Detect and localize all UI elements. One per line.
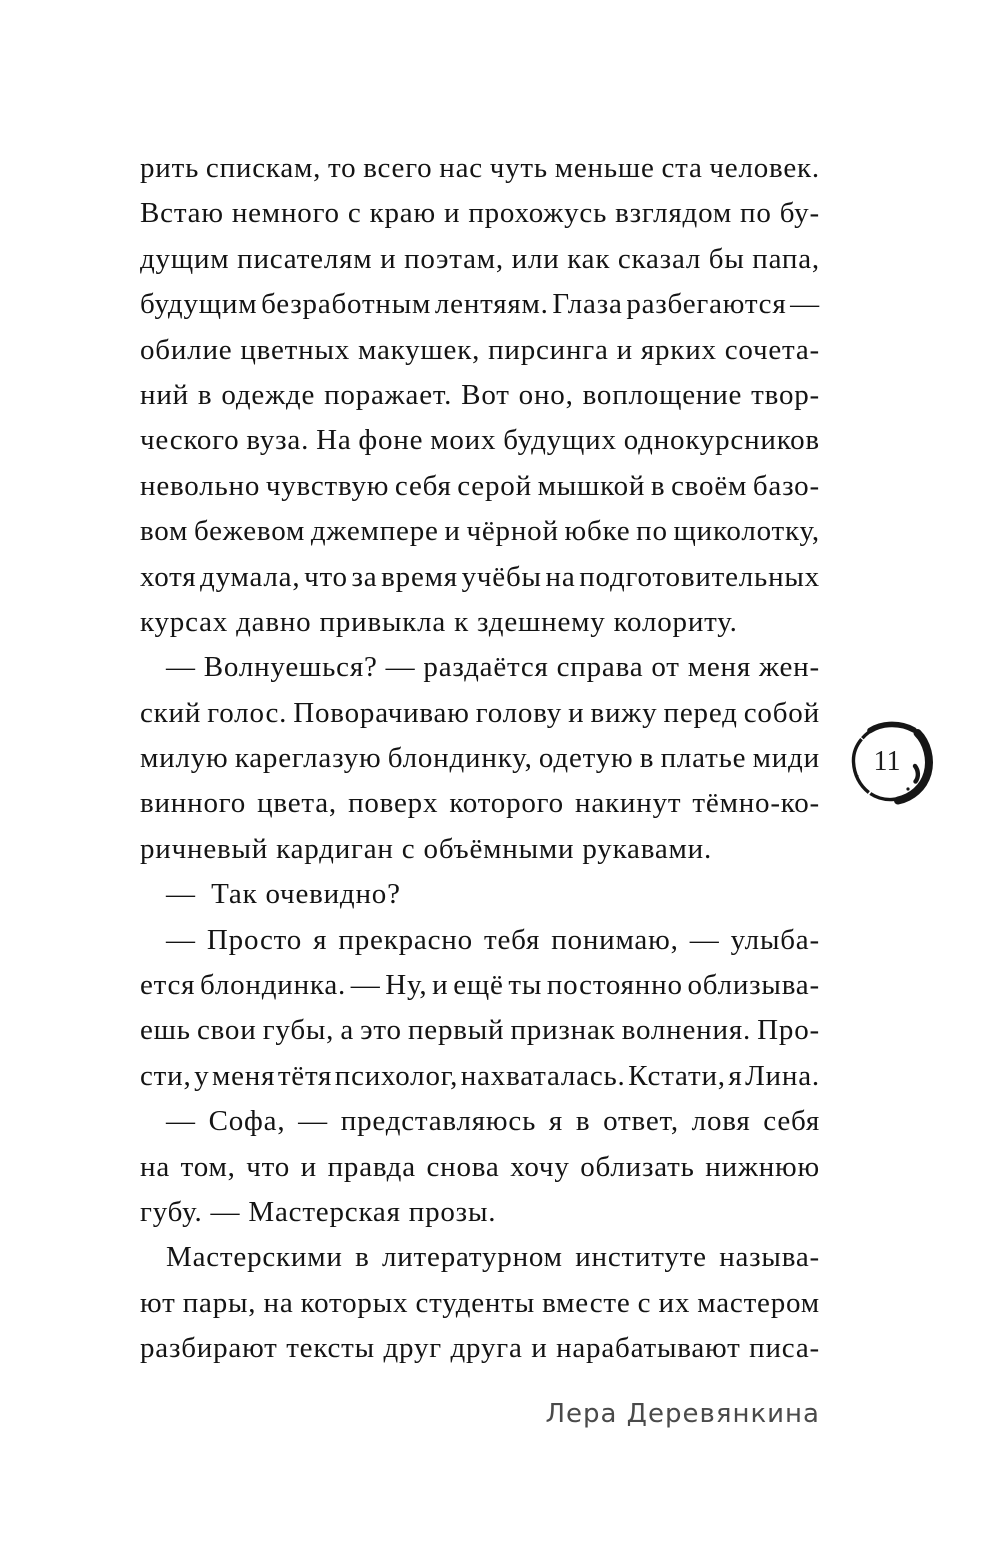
word: которого — [449, 787, 564, 820]
word: спискам, — [205, 152, 322, 184]
word: ется — [140, 969, 196, 1002]
word: меньше — [554, 152, 655, 184]
text-line — [140, 691, 820, 736]
word: себя — [394, 469, 452, 502]
word: от — [651, 651, 680, 684]
word: в — [639, 742, 655, 775]
word: Софа, — [208, 1105, 286, 1138]
word: и — [380, 242, 397, 275]
word: я — [548, 1105, 564, 1138]
word: макушек, — [357, 333, 481, 366]
word: я — [728, 1059, 743, 1092]
text-line — [140, 1054, 820, 1099]
word: это — [360, 1014, 402, 1047]
text-line — [140, 509, 820, 554]
word: волнения. — [621, 1014, 752, 1047]
word: или — [511, 242, 560, 275]
word: улыба- — [730, 923, 820, 956]
word: и — [443, 197, 461, 230]
word: краю — [369, 197, 436, 230]
word: меня — [687, 651, 752, 684]
text-line — [140, 1235, 820, 1280]
word: пары, — [182, 1286, 257, 1319]
word: — — [790, 288, 820, 321]
text-line — [140, 191, 820, 236]
word: всего — [363, 152, 433, 184]
word: моих — [430, 424, 497, 457]
word: поэтам, — [404, 242, 504, 275]
word: писа- — [749, 1332, 820, 1365]
word: бы — [708, 242, 745, 275]
word: щиколотку, — [673, 515, 820, 548]
word: — — [166, 651, 196, 684]
word: и — [568, 696, 585, 729]
word: поверх — [348, 787, 439, 820]
word: и — [444, 515, 461, 548]
text-line — [140, 645, 820, 690]
word: я — [313, 923, 328, 956]
word: Глаза — [552, 288, 623, 321]
word: миди — [752, 742, 820, 775]
word: облизать — [580, 1150, 695, 1183]
word: серой — [457, 469, 532, 502]
word: — — [298, 1105, 328, 1138]
word: себя — [763, 1105, 820, 1138]
word: облизыва- — [687, 969, 820, 1002]
word: поражает. — [324, 378, 453, 411]
word: Про- — [757, 1014, 820, 1047]
word: безработным — [261, 288, 432, 321]
word: собой — [743, 696, 820, 729]
word: у — [194, 1059, 210, 1092]
word: человек. — [709, 152, 820, 184]
word: вместе — [542, 1286, 631, 1319]
page-number-stamp — [845, 716, 937, 808]
word: и — [432, 969, 449, 1002]
text-line — [140, 918, 820, 963]
word: — — [689, 923, 720, 956]
word: институте — [575, 1241, 707, 1274]
text-line — [140, 963, 820, 1008]
text-line — [140, 1008, 820, 1053]
word: и — [300, 1150, 317, 1183]
word: Лина. — [745, 1059, 820, 1092]
word: что — [246, 1150, 291, 1183]
word: подготовительных — [579, 560, 820, 593]
word: перед — [663, 696, 738, 729]
word: друга — [450, 1332, 523, 1365]
page-number: 11 — [873, 746, 901, 777]
word: обилие — [140, 333, 233, 366]
word: писателям — [237, 242, 373, 275]
word: платье — [660, 742, 747, 775]
word: Волнуешься? — [203, 651, 378, 684]
word: их — [658, 1286, 691, 1319]
word: — — [385, 651, 416, 684]
word: на — [140, 1150, 170, 1183]
word: ты — [508, 969, 543, 1002]
word: чувствую — [265, 469, 390, 502]
word: нижнюю — [705, 1150, 820, 1183]
word: то — [328, 152, 357, 184]
word: рить — [140, 152, 200, 184]
word: мастером — [697, 1286, 820, 1319]
word: ний — [140, 378, 189, 411]
word: думала, — [200, 560, 301, 593]
word: жен- — [759, 651, 820, 684]
word: джемпере — [310, 515, 439, 548]
word: учёбы — [461, 560, 542, 593]
author-footer: Лера Деревянкина — [545, 1399, 820, 1429]
word: нахваталась. — [460, 1059, 626, 1092]
text-line: курсах давно привыкла к здешнему колориту. — [140, 605, 738, 638]
text-line — [140, 736, 820, 781]
text-line — [140, 146, 820, 191]
word: винного — [140, 787, 247, 820]
word: ешь — [140, 1014, 191, 1047]
word: что — [304, 560, 348, 593]
word: литературном — [381, 1241, 563, 1274]
text-line — [140, 1099, 820, 1144]
word: ярких — [640, 333, 717, 366]
word: в — [650, 469, 666, 502]
word: а — [340, 1014, 355, 1047]
word: меня — [211, 1059, 276, 1092]
word: Кстати, — [628, 1059, 726, 1092]
word: тётя — [277, 1059, 333, 1092]
word: цветных — [240, 333, 351, 366]
word: тебя — [483, 923, 541, 956]
word: понимаю, — [551, 923, 679, 956]
text-line — [140, 237, 820, 282]
word: сказал — [617, 242, 702, 275]
word: голову — [475, 696, 563, 729]
word: базо- — [752, 469, 820, 502]
word: дущим — [140, 242, 230, 275]
text-line — [140, 555, 820, 600]
word: бу- — [779, 197, 820, 230]
body-text — [140, 146, 820, 1372]
word: студенты — [415, 1286, 535, 1319]
word: ста — [661, 152, 703, 184]
word: фоне — [358, 424, 424, 457]
word: юбке — [564, 515, 631, 548]
word: вом — [140, 515, 189, 548]
word: однокурсников — [623, 424, 820, 457]
word: время — [381, 560, 458, 593]
text-line — [140, 1281, 820, 1326]
word: пирсинга — [488, 333, 609, 366]
text-line — [140, 781, 820, 826]
word: сти, — [140, 1059, 192, 1092]
word: ещё — [453, 969, 504, 1002]
word: блондинку, — [387, 742, 533, 775]
word: своём — [671, 469, 748, 502]
word: мышкой — [537, 469, 646, 502]
word: хочу — [510, 1150, 570, 1183]
word: одежде — [221, 378, 316, 411]
word: Встаю — [140, 197, 224, 230]
word: губы, — [262, 1014, 335, 1047]
word: ответ, — [603, 1105, 679, 1138]
text-line — [140, 373, 820, 418]
text-line — [140, 282, 820, 327]
word: тексты — [286, 1332, 375, 1365]
word: прохожусь — [468, 197, 608, 230]
word: чуть — [489, 152, 548, 184]
word: будущих — [503, 424, 617, 457]
word: ловя — [691, 1105, 751, 1138]
word: том, — [180, 1150, 236, 1183]
word: — — [350, 969, 381, 1002]
word: немного — [231, 197, 340, 230]
word: на — [263, 1286, 294, 1319]
word: блондинка. — [200, 969, 347, 1002]
word: кареглазую — [234, 742, 382, 775]
word: правда — [327, 1150, 416, 1183]
text-line — [140, 418, 820, 463]
word: с — [347, 197, 362, 230]
word: первый — [407, 1014, 505, 1047]
text-line: губу. — Мастерская прозы. — [140, 1195, 497, 1228]
word: с — [637, 1286, 652, 1319]
word: Поворачиваю — [293, 696, 470, 729]
word: в — [575, 1105, 591, 1138]
text-line: — Так очевидно? — [166, 878, 401, 911]
word: разбирают — [140, 1332, 278, 1365]
word: твор- — [751, 378, 820, 411]
word: психолог, — [334, 1059, 459, 1092]
word: — — [166, 923, 196, 956]
word: Мастерскими — [166, 1241, 343, 1274]
word: ют — [140, 1286, 176, 1319]
word: одетую — [538, 742, 634, 775]
word: за — [351, 560, 378, 593]
word: Ну, — [385, 969, 428, 1002]
word: по — [636, 515, 668, 548]
word: раздаётся — [423, 651, 549, 684]
word: На — [316, 424, 352, 457]
word: оно, — [518, 378, 574, 411]
word: свои — [196, 1014, 257, 1047]
word: чёрной — [466, 515, 559, 548]
word: ский — [140, 696, 202, 729]
word: справа — [556, 651, 644, 684]
word: друг — [383, 1332, 442, 1365]
word: представляюсь — [340, 1105, 537, 1138]
word: прекрасно — [338, 923, 473, 956]
word: как — [567, 242, 611, 275]
word: лентяям. — [434, 288, 549, 321]
word: называ- — [719, 1241, 820, 1274]
word: вуза. — [246, 424, 310, 457]
word: Вот — [461, 378, 510, 411]
word: и — [531, 1332, 548, 1365]
word: Просто — [206, 923, 303, 956]
word: будущим — [140, 288, 258, 321]
word: которых — [300, 1286, 409, 1319]
word: по — [740, 197, 772, 230]
word: снова — [426, 1150, 500, 1183]
word: нас — [439, 152, 483, 184]
word: в — [355, 1241, 370, 1274]
text-line — [140, 1326, 820, 1371]
word: постоянно — [546, 969, 683, 1002]
word: хотя — [140, 560, 197, 593]
word: и — [616, 333, 633, 366]
word: бежевом — [193, 515, 306, 548]
word: милую — [140, 742, 229, 775]
word: в — [197, 378, 213, 411]
word: вижу — [590, 696, 658, 729]
word: невольно — [140, 469, 261, 502]
word: разбегаются — [626, 288, 787, 321]
word: голос. — [207, 696, 288, 729]
word: нарабатывают — [556, 1332, 741, 1365]
word: — — [166, 1105, 196, 1138]
word: цвета, — [257, 787, 337, 820]
word: сочета- — [724, 333, 820, 366]
word: ческого — [140, 424, 240, 457]
word: тёмно-ко- — [692, 787, 820, 820]
word: накинут — [575, 787, 682, 820]
word: папа, — [752, 242, 820, 275]
text-line: ричневый кардиган с объёмными рукавами. — [140, 832, 713, 865]
word: на — [545, 560, 576, 593]
word: воплощение — [582, 378, 743, 411]
word: признак — [510, 1014, 616, 1047]
text-line — [140, 464, 820, 509]
text-line — [140, 1145, 820, 1190]
text-line — [140, 328, 820, 373]
word: взглядом — [615, 197, 732, 230]
